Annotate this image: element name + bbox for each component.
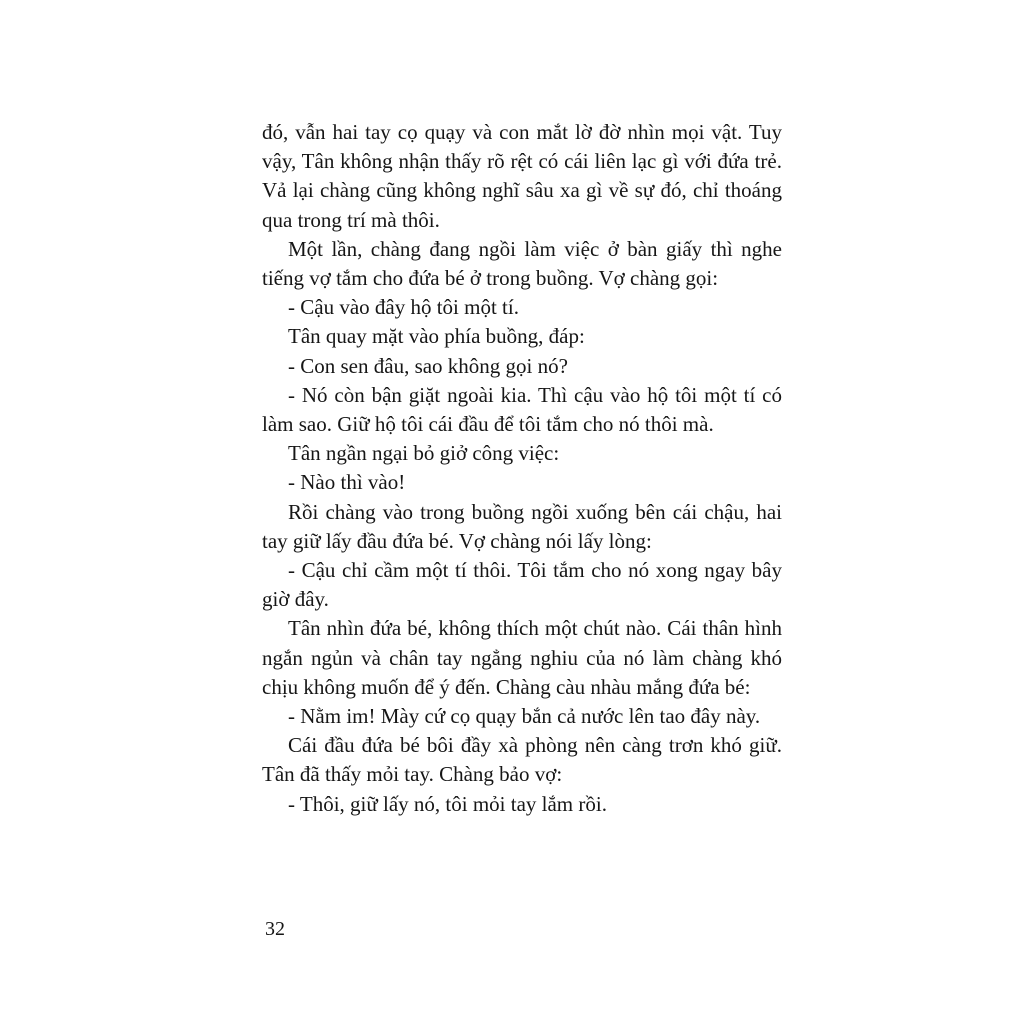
paragraph-dialogue: - Con sen đâu, sao không gọi nó?	[288, 353, 568, 378]
paragraph-continuation: đó, vẫn hai tay cọ quạy và con mắt lờ đờ nhìn mọi vật. Tuy vậy, Tân không nhận thấy rõ rệt có cái liên lạc gì với đứa trẻ. Vả lại chàng cũng không nghĩ sâu xa gì về sự đó, chỉ thoáng qua trong trí mà thôi.	[262, 120, 782, 232]
paragraph-narration: Tân nhìn đứa bé, không thích một chút nào. Cái thân hình ngắn ngủn và chân tay ngẳng nghiu của nó làm chàng khó chịu không muốn để ý đến. Chàng càu nhàu mắng đứa bé:	[262, 616, 782, 699]
paragraph-dialogue: - Nó còn bận giặt ngoài kia. Thì cậu vào hộ tôi một tí có làm sao. Giữ hộ tôi cái đầu để tôi tắm cho nó thôi mà.	[262, 382, 782, 437]
body-text	[262, 118, 782, 819]
paragraph-dialogue: - Nào thì vào!	[288, 470, 406, 495]
paragraph-narration: Tân quay mặt vào phía buồng, đáp:	[288, 324, 585, 349]
paragraph-dialogue: - Cậu vào đây hộ tôi một tí.	[288, 295, 519, 320]
paragraph-narration: Tân ngần ngại bỏ giở công việc:	[288, 441, 560, 466]
paragraph-dialogue: - Nằm im! Mày cứ cọ quạy bắn cả nước lên tao đây này.	[288, 704, 761, 729]
page-number: 32	[265, 918, 285, 940]
paragraph-dialogue: - Thôi, giữ lấy nó, tôi mỏi tay lắm rồi.	[288, 791, 607, 816]
paragraph-dialogue: - Cậu chỉ cầm một tí thôi. Tôi tắm cho nó xong ngay bây giờ đây.	[262, 558, 782, 612]
paragraph-narration: Rồi chàng vào trong buồng ngồi xuống bên cái chậu, hai tay giữ lấy đầu đứa bé. Vợ chàng nói lấy lòng:	[262, 499, 782, 553]
paragraph-narration: Một lần, chàng đang ngồi làm việc ở bàn giấy thì nghe tiếng vợ tắm cho đứa bé ở trong buồng. Vợ chàng gọi:	[262, 236, 782, 291]
paragraph-narration: Cái đầu đứa bé bôi đầy xà phòng nên càng trơn khó giữ. Tân đã thấy mỏi tay. Chàng bảo vợ:	[262, 733, 782, 787]
